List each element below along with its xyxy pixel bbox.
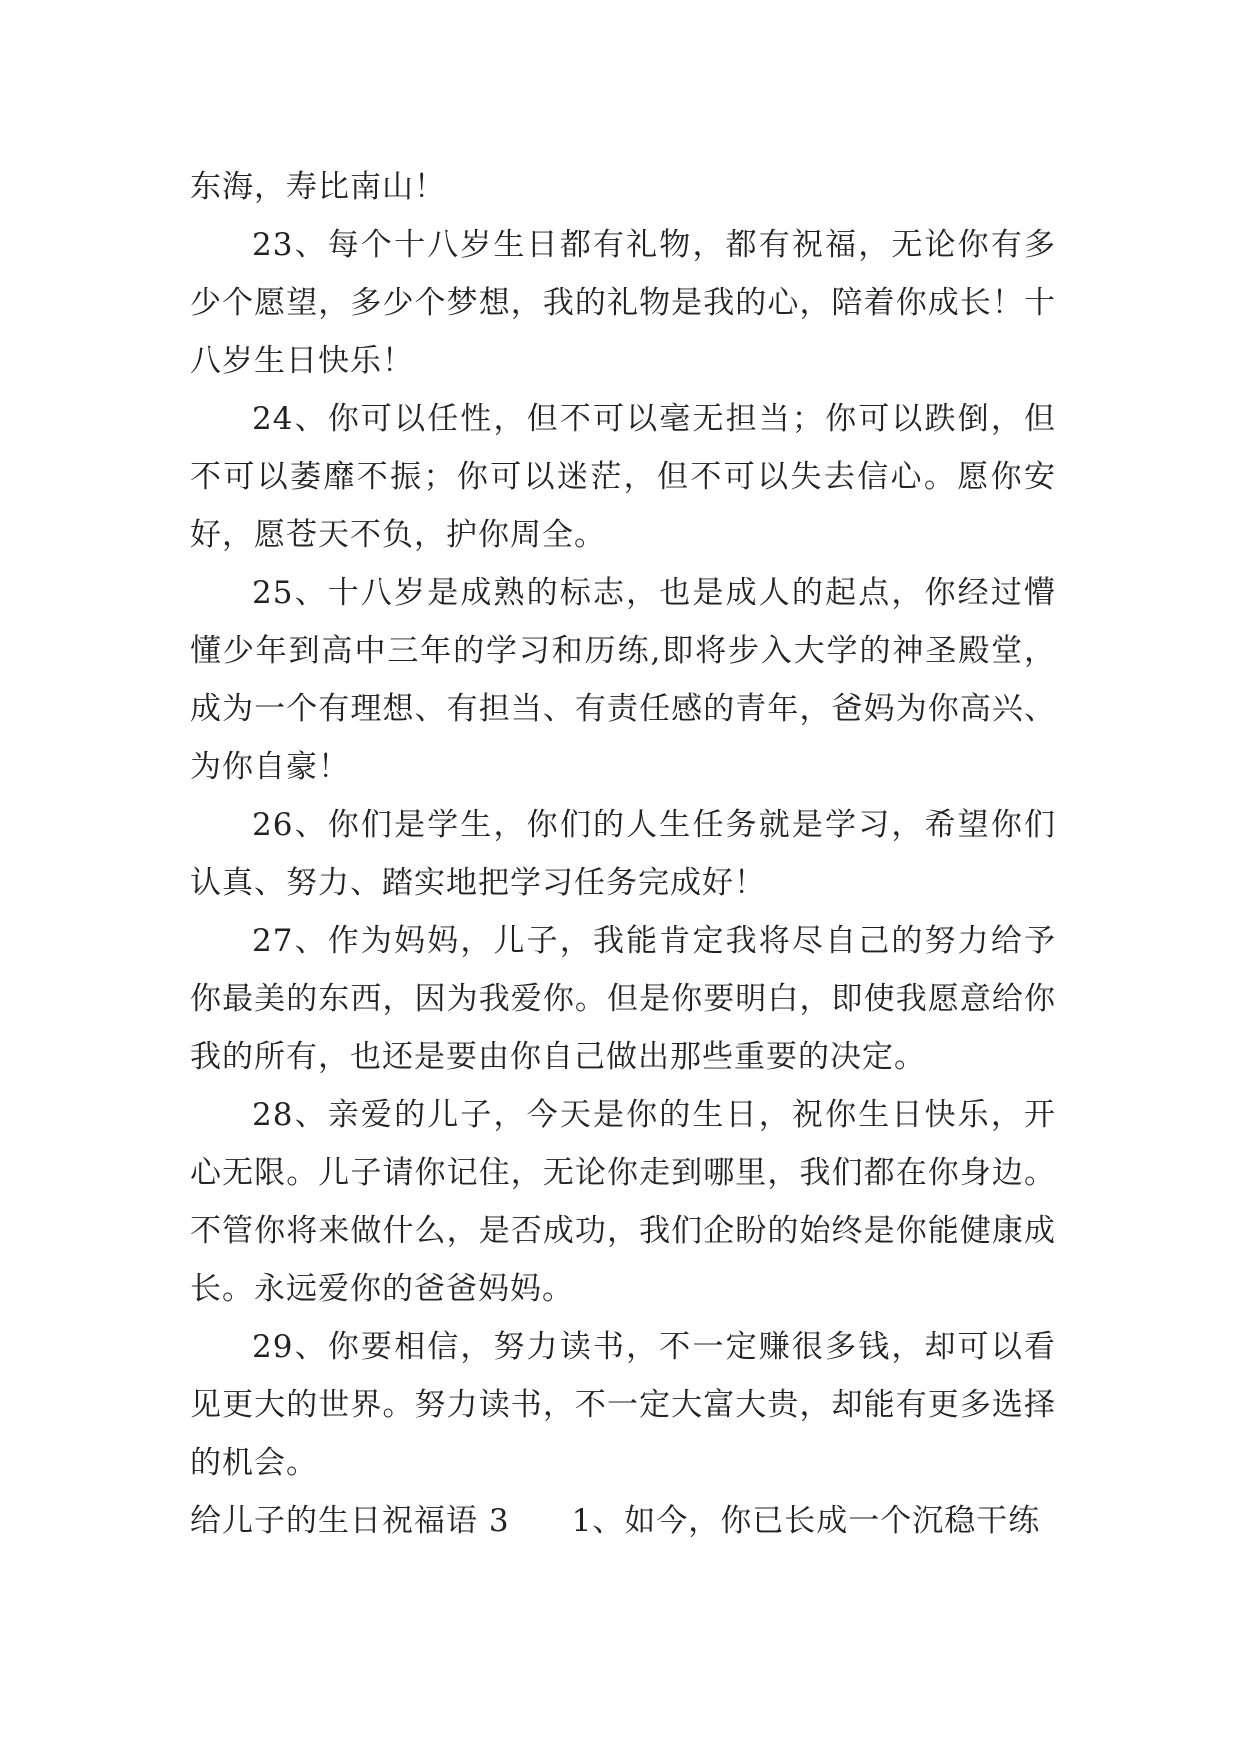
document-body	[190, 158, 1056, 1550]
paragraph-23: 23、每个十八岁生日都有礼物，都有祝福，无论你有多少个愿望，多少个梦想，我的礼物是我的心，陪着你成长！十八岁生日快乐！	[190, 227, 1056, 379]
section-first-item: 1、如今，你已长成一个沉稳干练	[571, 1503, 1041, 1539]
paragraph-continued: 东海，寿比南山！	[190, 169, 446, 205]
paragraph-25: 25、十八岁是成熟的标志，也是成人的起点，你经过懵懂少年到高中三年的学习和历练,即将步入大学的神圣殿堂，成为一个有理想、有担当、有责任感的青年，爸妈为你高兴、为你自豪！	[190, 575, 1056, 785]
paragraph-27: 27、作为妈妈，儿子，我能肯定我将尽自己的努力给予你最美的东西，因为我爱你。但是你要明白，即使我愿意给你我的所有，也还是要由你自己做出那些重要的决定。	[190, 923, 1056, 1075]
section-heading: 给儿子的生日祝福语 3	[190, 1503, 510, 1539]
section-heading-line	[190, 1492, 1056, 1550]
paragraph-28: 28、亲爱的儿子，今天是你的生日，祝你生日快乐，开心无限。儿子请你记住，无论你走到哪里，我们都在你身边。不管你将来做什么，是否成功，我们企盼的始终是你能健康成长。永远爱你的爸爸妈妈。	[190, 1097, 1056, 1307]
paragraph-26: 26、你们是学生，你们的人生任务就是学习，希望你们认真、努力、踏实地把学习任务完成好！	[190, 807, 1056, 901]
paragraph-29: 29、你要相信，努力读书，不一定赚很多钱，却可以看见更大的世界。努力读书，不一定大富大贵，却能有更多选择的机会。	[190, 1329, 1056, 1481]
paragraph-24: 24、你可以任性，但不可以毫无担当；你可以跌倒，但不可以萎靡不振；你可以迷茫，但不可以失去信心。愿你安好，愿苍天不负，护你周全。	[190, 401, 1056, 553]
